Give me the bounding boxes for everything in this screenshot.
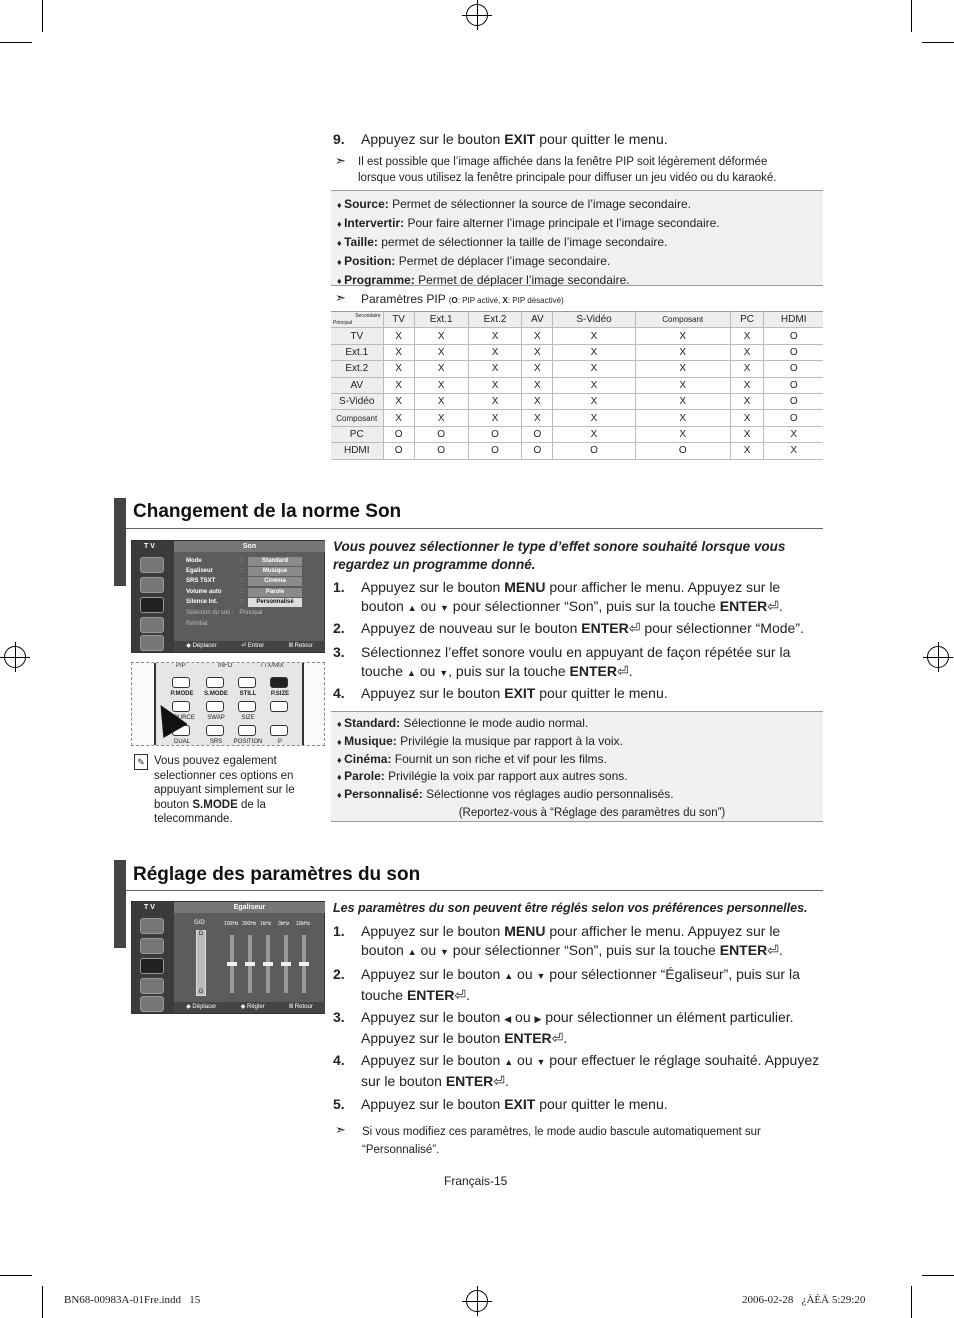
eq-band-label: 1kHz (260, 921, 272, 927)
table-cell: X (522, 344, 553, 360)
table-cell: X (635, 377, 730, 393)
footer-return: Ⅲ Retour (289, 1004, 313, 1010)
table-cell: X (468, 410, 522, 426)
bullet-item (331, 715, 823, 733)
remote-button[interactable] (206, 725, 224, 736)
step-text: Appuyez sur le bouton ▲ ou ▼ pour effectuer le réglage souhaité. Appuyez sur le bouton ENTER⏎. (361, 1052, 820, 1089)
pip-params-legend: (O: PIP activé, X: PIP désactivé) (448, 296, 564, 305)
table-cell: O (764, 328, 823, 344)
sel-value: Principal (239, 610, 263, 616)
eq-slider-knob[interactable] (281, 962, 291, 966)
table-cell: X (383, 328, 414, 344)
equalizer-menu-screenshot (131, 901, 325, 1014)
bullet-label: Intervertir: (344, 215, 405, 230)
table-row (331, 426, 823, 442)
table-cell: X (383, 377, 414, 393)
bullet-text: permet de sélectionner la taille de l’image secondaire. (381, 234, 668, 249)
section1-intro: Vous pouvez sélectionner le type d’effet sonore souhaité lorsque vous regardez un programme donné. (333, 539, 786, 572)
bullet-label: Personnalisé: (344, 786, 423, 801)
bullet-label: Position: (344, 253, 396, 268)
table-cell: X (730, 393, 764, 409)
table-cell: X (383, 344, 414, 360)
table-cell: X (730, 377, 764, 393)
remote-top-label: PIP (176, 663, 186, 669)
remote-button-label: DUAL (173, 739, 190, 745)
remote-button-label: POSITION (233, 739, 263, 745)
table-cell: X (730, 410, 764, 426)
diamond-icon: ♦ (337, 736, 345, 747)
table-cell: O (468, 443, 522, 459)
section-rule (126, 528, 823, 529)
menu-option[interactable]: Parole (248, 588, 302, 597)
table-cell: O (764, 410, 823, 426)
table-row-header: AV (331, 377, 383, 393)
table-cell: X (468, 361, 522, 377)
menu-colon: : (241, 578, 243, 585)
step-number: 1. (333, 923, 345, 939)
bullet-item (331, 196, 823, 214)
bullet-label: Standard: (344, 716, 401, 731)
diamond-icon: ♦ (337, 719, 345, 730)
table-col-header: S-Vidéo (553, 312, 635, 328)
menu-tv-label: T V (144, 904, 155, 911)
corner-secondary: Secondaire (355, 313, 381, 319)
bullet-text: Pour faire alterner l’image principale et l’image secondaire. (407, 215, 720, 230)
pip-table (331, 311, 823, 460)
eq-slider-knob[interactable] (245, 962, 255, 966)
menu-option[interactable]: Cinéma (248, 577, 302, 586)
table-cell: X (414, 344, 468, 360)
table-cell: X (553, 410, 635, 426)
step-number: 3. (333, 1009, 345, 1025)
pip-params-title (361, 292, 564, 306)
table-cell: O (553, 443, 635, 459)
bullet-text: Sélectionne vos réglages audio personnalisés. (426, 786, 674, 801)
eq-band-label: 10kHz (296, 921, 311, 927)
table-cell: X (414, 328, 468, 344)
table-cell: X (635, 328, 730, 344)
remote-button[interactable] (238, 725, 256, 736)
menu-selection-label (186, 610, 262, 616)
table-cell: O (414, 426, 468, 442)
pip-bullets-box (331, 190, 823, 286)
sound-ref-note: (Reportez-vous à “Réglage des paramètres du son”) (458, 807, 726, 820)
table-col-header: Ext.1 (414, 312, 468, 328)
table-col-header: Composant (635, 312, 730, 328)
table-row (331, 377, 823, 393)
menu-colon: : (241, 558, 243, 564)
crop-mark (911, 1286, 912, 1318)
section-rule (126, 890, 823, 891)
eq-balance-track (196, 930, 206, 996)
bullet-item (331, 215, 823, 233)
crop-mark (0, 42, 32, 43)
step-number: 4. (333, 685, 345, 701)
menu-sidebar (132, 902, 174, 1013)
page-number: Français-15 (444, 1174, 508, 1188)
diamond-icon: ♦ (337, 256, 345, 267)
menu-item-label[interactable]: SRS TSXT (186, 578, 216, 585)
bullet-label: Source: (344, 196, 389, 211)
menu-item-label[interactable]: Egaliseur (186, 568, 214, 575)
table-cell: X (635, 410, 730, 426)
table-cell: O (764, 344, 823, 360)
table-cell: X (553, 328, 635, 344)
step-text: Appuyez sur le bouton ◀ ou ▶ pour sélectionner un élément particulier. Appuyez sur le bouton ENTER⏎. (361, 1009, 794, 1046)
table-cell: X (635, 344, 730, 360)
sound-icon (140, 577, 164, 593)
remote-button-label: STILL (239, 691, 257, 697)
table-col-header: AV (522, 312, 553, 328)
table-cell: O (522, 426, 553, 442)
bullet-item (331, 733, 823, 751)
table-cell: X (553, 393, 635, 409)
eq-band-label: 3kHz (278, 921, 290, 927)
bullet-text: Permet de déplacer l’image secondaire. (418, 272, 630, 287)
setup-icon (140, 617, 164, 633)
menu-item-label[interactable]: Silence Int. (186, 598, 218, 605)
table-row-header: Ext.2 (331, 361, 383, 377)
table-cell: O (764, 361, 823, 377)
input-icon (140, 635, 164, 651)
table-cell: X (635, 361, 730, 377)
table-row (331, 443, 823, 459)
menu-colon: : (241, 598, 243, 605)
bullet-text: Privilégie la musique par rapport à la voix. (400, 733, 623, 748)
remote-button[interactable] (270, 701, 288, 712)
step-text: Sélectionnez l’effet sonore voulu en appuyant de façon répétée sur la touche ▲ ou ▼, puis sur la touche ENTER⏎. (361, 644, 791, 679)
menu-header (174, 902, 325, 913)
table-cell: O (522, 443, 553, 459)
table-cell: X (468, 344, 522, 360)
table-cell: X (522, 410, 553, 426)
bullet-label: Cinéma: (344, 751, 392, 766)
footer-return: Ⅲ Retour (288, 643, 313, 649)
note-arrow-icon: ➣ (335, 1122, 346, 1137)
crop-mark (42, 1286, 43, 1318)
step-text: Appuyez sur le bouton ▲ ou ▼ pour sélectionner “Égaliseur”, puis sur la touche ENTER⏎. (361, 966, 800, 1003)
registration-mark-icon (4, 646, 26, 668)
bullet-item (331, 751, 823, 769)
section2-note: Si vous modifiez ces paramètres, le mode audio bascule automatiquement sur “Personnalisé”. (362, 1126, 761, 1156)
table-row (331, 361, 823, 377)
sel-label: Sélection du son : (186, 610, 234, 616)
diamond-icon: ♦ (337, 218, 345, 229)
table-col-header: Ext.2 (468, 312, 522, 328)
table-col-header: PC (730, 312, 764, 328)
menu-reset: Réinitial. (186, 621, 210, 627)
remote-button-label: SOURCE (169, 715, 195, 721)
picture-icon (140, 557, 164, 573)
sound-icon (140, 938, 164, 954)
section-title: Changement de la norme Son (133, 501, 402, 522)
step-number: 3. (333, 644, 345, 660)
menu-colon: : (241, 568, 243, 575)
menu-header (174, 541, 325, 552)
table-cell: X (522, 328, 553, 344)
eq-slider-knob[interactable] (299, 962, 309, 966)
bullet-label: Parole: (344, 769, 385, 784)
table-cell: X (730, 426, 764, 442)
bullet-item (331, 768, 823, 786)
bullet-text: Privilégie la voix par rapport aux autres sons. (388, 769, 628, 784)
bullet-item (331, 272, 823, 290)
eq-slider-knob[interactable] (263, 962, 273, 966)
step-number: 4. (333, 1052, 345, 1068)
table-cell: X (468, 377, 522, 393)
bullet-text: Permet de sélectionner la source de l’image secondaire. (392, 196, 691, 211)
remote-note: Vous pouvez egalement selectionner ces options en appuyant simplement sur le bouton S.MODE de la telecommande. (154, 755, 295, 825)
table-cell: X (553, 361, 635, 377)
channel-icon (140, 958, 164, 974)
bullet-item (331, 253, 823, 271)
menu-option[interactable]: Standard (248, 557, 302, 566)
channel-icon (140, 597, 164, 613)
picture-icon (140, 918, 164, 934)
crop-mark (922, 1275, 954, 1276)
note-arrow-icon: ➣ (335, 153, 346, 168)
step-text: Appuyez sur le bouton MENU pour afficher le menu. Appuyez sur le bouton ▲ ou ▼ pour sélectionner “Son”, puis sur la touche ENTER⏎. (361, 923, 783, 958)
step-text: Appuyez sur le bouton EXIT pour quitter le menu. (361, 685, 668, 701)
son-menu-screenshot (131, 540, 325, 653)
table-cell: X (730, 443, 764, 459)
table-cell: O (414, 443, 468, 459)
table-cell: X (414, 377, 468, 393)
remote-top-label: TTX/MIX (260, 663, 284, 669)
sound-bullets-box (331, 711, 823, 822)
menu-header-label: Son (242, 543, 257, 550)
menu-footer (174, 641, 325, 652)
crop-mark (911, 0, 912, 32)
footer-move: ◆ Déplacer (186, 1004, 217, 1010)
menu-item-label[interactable]: Volume auto (186, 588, 222, 595)
step-text: Appuyez sur le bouton EXIT pour quitter le menu. (361, 1096, 668, 1112)
crop-mark (0, 1275, 32, 1276)
remote-button-label: P (277, 739, 282, 745)
table-cell: X (414, 410, 468, 426)
table-cell: X (635, 393, 730, 409)
step-number: 2. (333, 620, 345, 636)
section-title: Réglage des paramètres du son (133, 864, 421, 885)
table-cell: X (522, 361, 553, 377)
table-cell: X (383, 361, 414, 377)
menu-colon: : (241, 588, 243, 595)
table-cell: O (764, 377, 823, 393)
step-text: Appuyez sur le bouton MENU pour afficher le menu. Appuyez sur le bouton ▲ ou ▼ pour sélectionner “Son”, puis sur la touche ENTER⏎. (361, 579, 783, 614)
table-cell: O (635, 443, 730, 459)
footer-adjust: ◆ Régler (240, 1004, 265, 1010)
remote-button[interactable] (206, 701, 224, 712)
table-row-header: S-Vidéo (331, 393, 383, 409)
diamond-icon: ♦ (337, 237, 345, 248)
bullet-item (331, 234, 823, 252)
remote-button[interactable] (270, 677, 288, 688)
bullet-text: Fournit un son riche et vif pour les films. (394, 751, 607, 766)
step-number: 1. (333, 579, 345, 595)
diamond-icon: ♦ (337, 199, 345, 210)
diamond-icon: ♦ (337, 754, 345, 765)
step-number: 2. (333, 966, 345, 982)
remote-button-label: P.MODE (170, 691, 194, 697)
table-cell: X (553, 344, 635, 360)
table-cell: X (383, 410, 414, 426)
section-bar (114, 860, 126, 948)
table-col-header: HDMI (764, 312, 823, 328)
menu-option[interactable]: Musique (248, 567, 302, 576)
menu-tv-label: T V (144, 543, 155, 550)
table-cell: X (414, 393, 468, 409)
table-row-header: PC (331, 426, 383, 442)
table-cell: X (553, 426, 635, 442)
menu-option[interactable]: Personnalisé (248, 598, 302, 607)
table-cell: X (553, 377, 635, 393)
menu-header-label: Egaliseur (233, 904, 266, 911)
step-number: 9. (333, 131, 345, 147)
memo-icon: ✎ (134, 754, 148, 770)
crop-mark (922, 42, 954, 43)
remote-button-label: SWAP (207, 715, 225, 721)
eq-band-label: 300Hz (242, 921, 257, 927)
eq-g-label: G (198, 989, 204, 995)
registration-mark-icon (466, 4, 488, 26)
table-cell: X (730, 361, 764, 377)
bullet-text: Sélectionne le mode audio normal. (403, 716, 589, 731)
eq-gd-label: G/D (194, 920, 205, 926)
menu-sidebar (132, 541, 174, 652)
note-arrow-icon: ➣ (335, 290, 346, 305)
bullet-item (331, 786, 823, 804)
table-cell: X (468, 328, 522, 344)
remote-button[interactable] (172, 677, 190, 688)
crop-mark (42, 0, 43, 32)
table-cell: X (730, 328, 764, 344)
bullet-label: Musique: (344, 733, 397, 748)
table-cell: X (635, 426, 730, 442)
step-text: Appuyez sur le bouton EXIT pour quitter le menu. (361, 131, 668, 147)
step-number: 5. (333, 1096, 345, 1112)
table-cell: X (468, 393, 522, 409)
table-cell: O (764, 393, 823, 409)
table-row (331, 344, 823, 360)
diamond-icon: ♦ (337, 789, 345, 800)
registration-mark-icon (927, 646, 949, 668)
section2-intro: Les paramètres du son peuvent être réglés selon vos préférences personnelles. (333, 901, 808, 915)
menu-footer (174, 1002, 325, 1013)
bullet-label: Taille: (344, 234, 378, 249)
menu-item-label[interactable]: Mode (186, 558, 202, 564)
remote-button-label: S.MODE (204, 691, 228, 697)
table-row-header: Composant (331, 410, 383, 426)
registration-mark-icon (466, 1290, 488, 1312)
table-cell: X (764, 443, 823, 459)
eq-d-label: D (198, 931, 204, 937)
table-cell: O (468, 426, 522, 442)
table-row-header: TV (331, 328, 383, 344)
table-corner (331, 312, 383, 328)
input-icon (140, 996, 164, 1012)
table-cell: X (522, 377, 553, 393)
table-cell: X (764, 426, 823, 442)
pip-params-label: Paramètres PIP (361, 292, 446, 306)
eq-slider-knob[interactable] (227, 962, 237, 966)
step-text: Appuyez de nouveau sur le bouton ENTER⏎ pour sélectionner “Mode”. (361, 620, 804, 636)
footer-enter: ⏎ Entrer (241, 643, 265, 649)
remote-button[interactable] (238, 701, 256, 712)
section-bar (114, 498, 126, 586)
remote-screenshot (131, 662, 325, 746)
eq-band-label: 100Hz (224, 921, 239, 927)
setup-icon (140, 978, 164, 994)
remote-top-label: INFO (218, 663, 233, 669)
footer-move: ◆ Déplacer (186, 643, 217, 649)
diamond-icon: ♦ (337, 275, 345, 286)
remote-button[interactable] (238, 677, 256, 688)
remote-button-label: P.SIZE (270, 691, 290, 697)
table-row-header: Ext.1 (331, 344, 383, 360)
remote-button[interactable] (206, 677, 224, 688)
table-cell: X (522, 393, 553, 409)
corner-principal: Principal (333, 320, 353, 327)
remote-button-label: SRS (209, 739, 223, 745)
bullet-label: Programme: (344, 272, 415, 287)
table-col-header: TV (383, 312, 414, 328)
table-cell: X (414, 361, 468, 377)
table-row (331, 328, 823, 344)
remote-button[interactable] (270, 725, 288, 736)
pip-note: Il est possible que l’image affichée dans la fenêtre PIP soit légèrement déformée lorsque vous utilisez la fenêtre principale pour diffuser un jeu vidéo ou du karaoké. (358, 156, 777, 184)
table-cell: X (383, 393, 414, 409)
table-row-header: HDMI (331, 443, 383, 459)
print-info-left: BN68-00983A-01Fre.indd 15 (64, 1294, 201, 1306)
bullet-text: Permet de déplacer l’image secondaire. (398, 253, 611, 268)
print-info-right: 2006-02-28 ¿ÀÈÄ 5:29:20 (742, 1294, 866, 1306)
diamond-icon: ♦ (337, 772, 345, 783)
table-row (331, 410, 823, 426)
remote-button-label: SIZE (241, 715, 255, 721)
table-cell: O (383, 426, 414, 442)
table-cell: X (730, 344, 764, 360)
table-cell: O (383, 443, 414, 459)
table-row (331, 393, 823, 409)
